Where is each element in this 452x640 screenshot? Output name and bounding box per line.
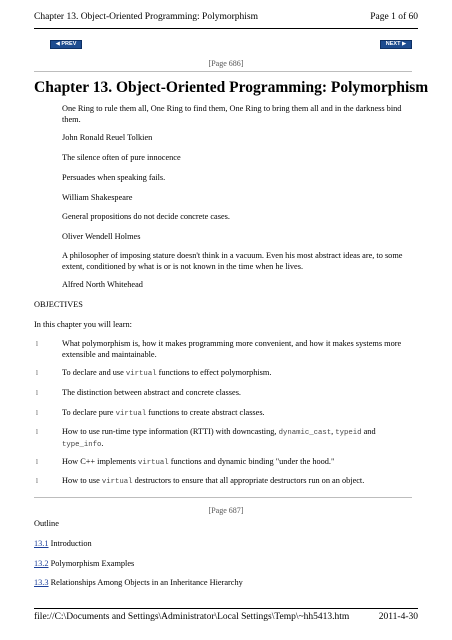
epigraph-quote: A philosopher of imposing stature doesn't think in a vacuum. Even his most abstract ideas are, to some extent, conditioned by what is or is not known in the time when he lives.	[62, 251, 403, 271]
page-break-divider	[34, 71, 412, 72]
epigraph-quote: General propositions do not decide concrete cases.	[62, 212, 230, 221]
epigraph-author: Alfred North Whitehead	[62, 280, 143, 289]
code-type-info: type_info	[62, 440, 102, 449]
outline-item: 13.1 Introduction	[34, 539, 92, 548]
epigraph-quote: The silence often of pure innocence	[62, 153, 181, 162]
objectives-heading: OBJECTIVES	[34, 300, 83, 309]
header-divider	[34, 28, 418, 29]
objectives-intro: In this chapter you will learn:	[34, 320, 132, 329]
footer-file-path: file://C:\Documents and Settings\Administrator\Local Settings\Temp\~hh5413.htm	[34, 612, 350, 622]
code-virtual: virtual	[115, 410, 147, 418]
header-chapter-title: Chapter 13. Object-Oriented Programming: Polymorphism	[34, 12, 259, 22]
outline-item: 13.3 Relationships Among Objects in an Inheritance Hierarchy	[34, 578, 243, 587]
epigraph-author: William Shakespeare	[62, 193, 133, 202]
epigraph-author: John Ronald Reuel Tolkien	[62, 133, 153, 142]
code-virtual: virtual	[101, 478, 133, 486]
objective-item: How to use virtual destructors to ensure that all appropriate destructors run on an object.	[62, 476, 365, 486]
code-virtual: virtual	[125, 370, 157, 378]
page-marker-686: [Page 686]	[208, 59, 244, 68]
objective-item: To declare pure virtual functions to create abstract classes.	[62, 408, 265, 418]
code-dynamic-cast: dynamic_cast	[278, 429, 332, 437]
footer-divider	[34, 608, 418, 609]
next-button[interactable]: NEXT ▶	[380, 40, 412, 49]
bullet-icon: l	[36, 409, 38, 417]
bullet-icon: l	[36, 428, 38, 436]
epigraph-quote: Persuades when speaking fails.	[62, 173, 166, 182]
outline-link-13-2[interactable]: 13.2	[34, 559, 49, 568]
epigraph-quote: One Ring to rule them all, One Ring to find them, One Ring to bring them all and in the darkness bind them.	[62, 104, 402, 124]
bullet-icon: l	[36, 369, 38, 377]
objective-item: How to use run-time type information (RTTI) with downcasting, dynamic_cast, typeid and type_info.	[62, 427, 376, 449]
footer-date: 2011-4-30	[378, 612, 418, 622]
outline-item: 13.2 Polymorphism Examples	[34, 559, 135, 568]
code-virtual: virtual	[137, 459, 169, 467]
code-typeid: typeid	[335, 429, 362, 437]
page-marker-687: [Page 687]	[208, 506, 244, 515]
prev-button[interactable]: ◀ PREV	[50, 40, 82, 49]
bullet-icon: l	[36, 458, 38, 466]
chapter-title: Chapter 13. Object-Oriented Programming: Polymorphism	[34, 79, 429, 96]
objective-item: The distinction between abstract and concrete classes.	[62, 388, 242, 397]
bullet-icon: l	[36, 477, 38, 485]
outline-link-13-1[interactable]: 13.1	[34, 539, 49, 548]
epigraph-author: Oliver Wendell Holmes	[62, 232, 141, 241]
page-break-divider	[34, 497, 412, 498]
outline-heading: Outline	[34, 519, 59, 528]
objective-item: To declare and use virtual functions to effect polymorphism.	[62, 368, 272, 378]
bullet-icon: l	[36, 389, 38, 397]
page-header	[34, 12, 418, 26]
objective-item: How C++ implements virtual functions and dynamic binding "under the hood."	[62, 457, 335, 467]
bullet-icon: l	[36, 340, 38, 348]
header-page-number: Page 1 of 60	[370, 12, 418, 22]
objective-item: What polymorphism is, how it makes programming more convenient, and how it makes systems more extensible and maintainable.	[62, 339, 402, 359]
outline-link-13-3[interactable]: 13.3	[34, 578, 49, 587]
